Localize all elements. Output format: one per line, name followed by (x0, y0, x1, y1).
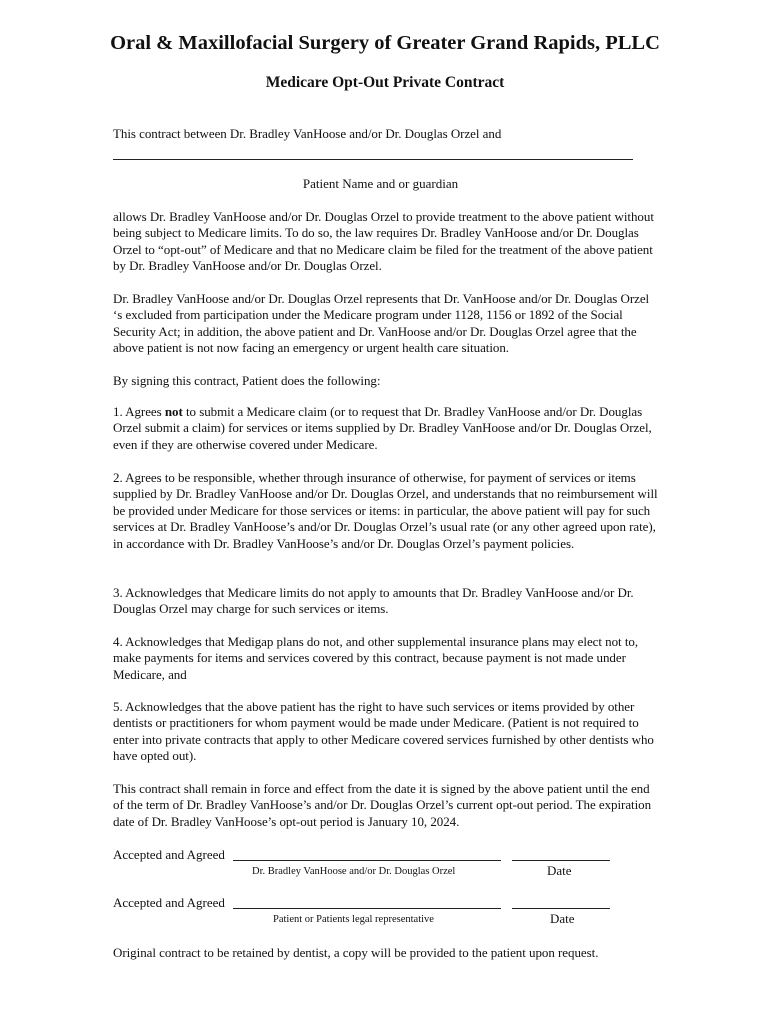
contract-title: Medicare Opt-Out Private Contract (265, 74, 505, 91)
item-1-text: to submit a Medicare claim (or to request that Dr. Bradley VanHoose and/or Dr. Douglas Orzel submit a claim) for services or items supplied by Dr. Bradley VanHoose and/or Dr. Douglas Orzel, even if they are otherwise covered under Medicare. (113, 404, 652, 452)
patient-date-caption: Date (550, 911, 575, 926)
patient-signature-line[interactable] (233, 908, 501, 909)
patient-name-caption: Patient Name and or guardian (302, 176, 459, 191)
item-1 (113, 404, 658, 453)
dentist-accepted-label: Accepted and Agreed (113, 847, 225, 862)
dentist-signature-caption: Dr. Bradley VanHoose and/or Dr. Douglas Orzel (252, 866, 456, 877)
dentist-date-line[interactable] (512, 860, 610, 861)
footer-note: Original contract to be retained by dentist, a copy will be provided to the patient upon request. (113, 945, 599, 960)
patient-name-line[interactable] (113, 159, 633, 160)
representation-paragraph: Dr. Bradley VanHoose and/or Dr. Douglas Orzel represents that Dr. VanHoose and/or Dr. Douglas Orzel ‘s excluded from participation under the Medicare program under 1128, 1156 or 1892 of the Social Security Act; in addition, the above patient and Dr. VanHoose and/or Dr. Douglas Orzel agree that the above patient is not now facing an emergency or urgent health care situation. (113, 291, 650, 356)
patient-date-line[interactable] (512, 908, 610, 909)
practice-title: Oral & Maxillofacial Surgery of Greater Grand Rapids, PLLC (110, 32, 660, 54)
item-3: 3. Acknowledges that Medicare limits do not apply to amounts that Dr. Bradley VanHoose and/or Dr. Douglas Orzel may charge for such services or items. (113, 585, 634, 617)
item-4: 4. Acknowledges that Medigap plans do not, and other supplemental insurance plans may elect not to, make payments for items and services covered by this contract, because payment is not made under Medicare, and (113, 634, 639, 682)
patient-signature-caption: Patient or Patients legal representative (273, 914, 434, 925)
dentist-date-caption: Date (547, 863, 572, 878)
term-paragraph: This contract shall remain in force and effect from the date it is signed by the above patient until the end of the term of Dr. Bradley VanHoose’s and/or Dr. Douglas Orzel’s current opt-out period. The expiration date of Dr. Bradley VanHoose’s opt-out period is January 10, 2024. (113, 781, 652, 829)
intro-text: This contract between Dr. Bradley VanHoose and/or Dr. Douglas Orzel and (113, 126, 502, 141)
item-1-emphasis: not (164, 404, 183, 419)
signing-intro: By signing this contract, Patient does the following: (113, 373, 381, 388)
item-1-prefix: 1. Agrees (113, 404, 165, 419)
dentist-signature-line[interactable] (233, 860, 501, 861)
opt-out-paragraph: allows Dr. Bradley VanHoose and/or Dr. Douglas Orzel to provide treatment to the above patient without being subject to Medicare limits. To do so, the law requires Dr. Bradley VanHoose and/or Dr. Douglas Orzel to “opt-out” of Medicare and that no Medicare claim be filed for the treatment of the above patient by Dr. Bradley VanHoose and/or Dr. Douglas Orzel. (113, 209, 654, 274)
item-5: 5. Acknowledges that the above patient has the right to have such services or items provided by other dentists or practitioners for whom payment would be made under Medicare. (Patient is not required to enter into private contracts that apply to other Medicare covered services furnished by other dentists who have opted out). (113, 699, 654, 764)
patient-accepted-label: Accepted and Agreed (113, 895, 225, 910)
item-2: 2. Agrees to be responsible, whether through insurance of otherwise, for payment of services or items supplied by Dr. Bradley VanHoose and/or Dr. Douglas Orzel, and understands that no reimbursement will be provided under Medicare for those services or items: in particular, the above patient will pay for such services at Dr. Bradley VanHoose’s and/or Dr. Douglas Orzel’s usual rate (or any other agreed upon rate), in accordance with Dr. Bradley VanHoose’s and/or Dr. Douglas Orzel’s payment policies. (113, 470, 658, 551)
